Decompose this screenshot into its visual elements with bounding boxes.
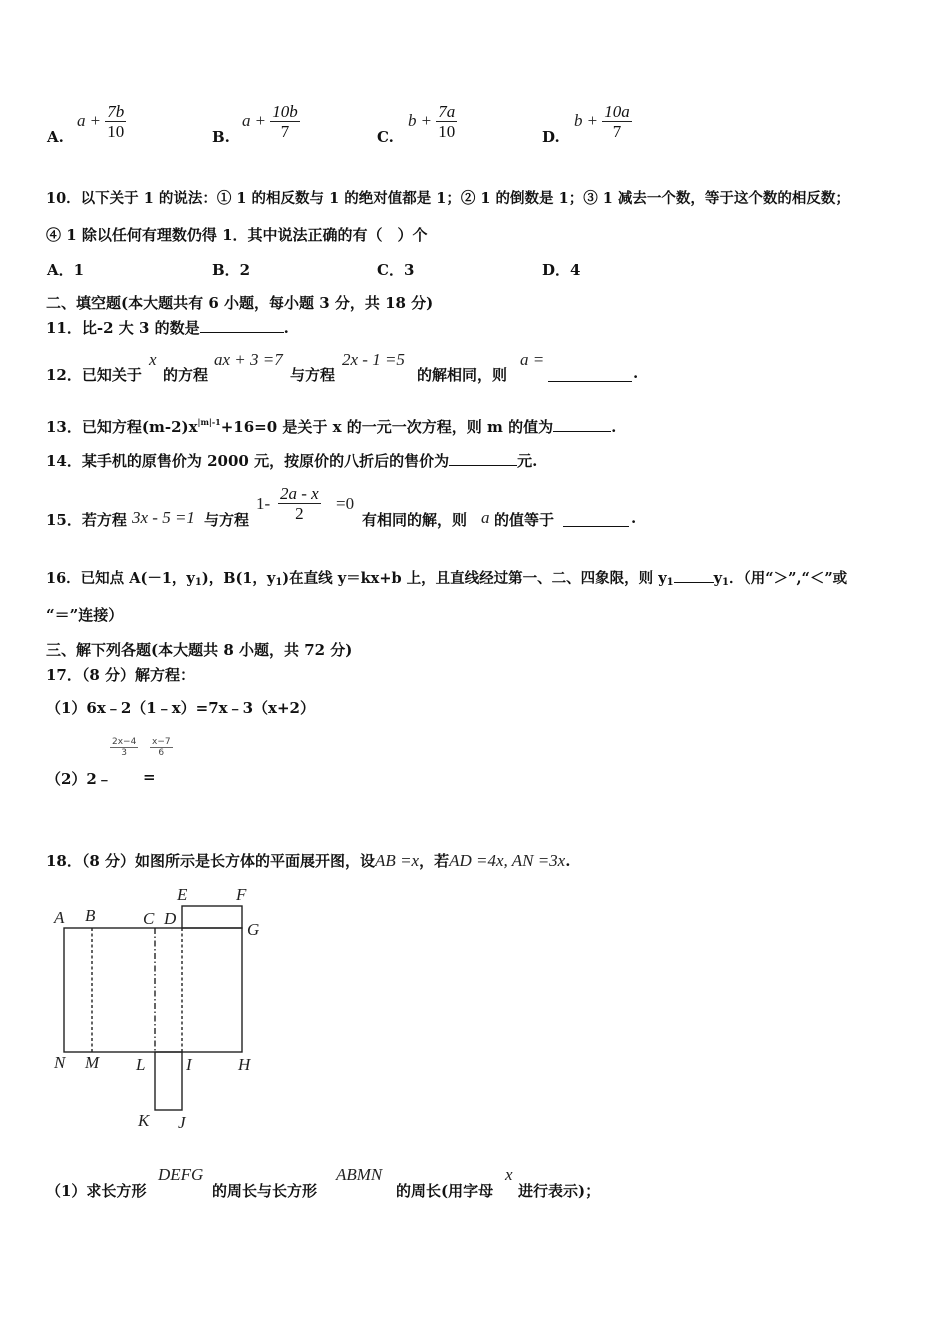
q10-line2: ④ 1 除以任何有理数仍得 1．其中说法正确的有（ ）个 (46, 226, 428, 244)
q9-option-d-letter: D. (542, 128, 560, 146)
q9-option-a-expr: a + $\frac{7b}{10}$ (77, 102, 125, 141)
label-I: I (186, 1055, 192, 1074)
q14: 14．某手机的原售价为 2000 元，按原价的八折后的售价为 元. (46, 452, 538, 470)
q11-answer-blank[interactable] (200, 331, 284, 333)
label-C: C (143, 909, 155, 928)
q10-option-c: C．3 (377, 261, 415, 279)
q9-option-d-expr: b + $\frac{10a}{7}$ (574, 102, 630, 141)
q9-option-d-fraction: $\frac{10a}{7}$ (604, 102, 630, 141)
q14-answer-blank[interactable] (449, 464, 517, 466)
q18-sub1: （1）求长方形 DEFG 的周长与长方形 ABMN 的周长(用字母 x 进行表示)； (46, 1165, 601, 1200)
net-main-rectangle (64, 928, 242, 1052)
section-3-heading: 三、解下列各题(本大题共 8 小题，共 72 分) (46, 641, 353, 659)
q15: 15．若方程 3x - 5 =1 与方程 1- $\frac{2a - x}{2}$ =0 有相同的解，则 a 的值等于 . (46, 484, 637, 529)
label-D: D (164, 909, 177, 928)
label-F: F (236, 885, 247, 904)
q16-line2: “＝”连接） (46, 606, 124, 624)
q16-line1: 16．已知点 A(－1，$y_1$)，B(1，$y_1$)在直线 y＝kx+b 上，且直线经过第一、二、四象限，则 $y_1$ $y_1$．（用“＞”,“＜”或 (46, 570, 848, 588)
cuboid-net-diagram (40, 878, 280, 1138)
q15-fraction: $\frac{2a - x}{2}$ (280, 484, 319, 523)
q17-title: 17．（8 分）解方程： (46, 666, 196, 684)
q16-answer-blank[interactable] (674, 581, 714, 583)
q17-part1: （1）6x﹣2（1﹣x）=7x﹣3（x+2） (46, 699, 315, 717)
q11: 11．比-2 大 3 的数是 . (46, 319, 289, 337)
label-G: G (247, 920, 260, 939)
q10-option-b: B．2 (212, 261, 251, 279)
label-H: H (238, 1055, 251, 1074)
q17-fraction-1: 2x−4 3 (112, 737, 137, 758)
label-L: L (136, 1055, 146, 1074)
label-N: N (54, 1053, 66, 1072)
q9-option-a-letter: A. (47, 128, 64, 146)
q9-option-b-expr: a + $\frac{10b}{7}$ (242, 102, 298, 141)
q13-answer-blank[interactable] (553, 430, 611, 432)
q9-option-b-fraction: $\frac{10b}{7}$ (272, 102, 298, 141)
label-J: J (178, 1113, 186, 1132)
q13: 13．已知方程$(m-2)x^{|m|-1}+16=0$ 是关于 x 的一元一次方程，则 m 的值为 . (46, 417, 617, 436)
q17-part2: （2）2﹣ (46, 770, 112, 788)
q15-answer-blank[interactable] (563, 525, 629, 527)
q9-option-c-expr: b + $\frac{7a}{10}$ (408, 102, 456, 141)
q10-option-a: A．1 (47, 261, 85, 279)
q18-prompt: 18．（8 分）如图所示是长方体的平面展开图，设AB =x，若AD =4x, AN =3x. (46, 851, 571, 870)
section-2-heading: 二、填空题(本大题共有 6 小题，每小题 3 分，共 18 分) (46, 294, 434, 312)
q17-equals: = (143, 768, 156, 786)
label-A: A (54, 908, 65, 927)
net-top-flap (182, 906, 242, 928)
net-bottom-flap (155, 1052, 182, 1110)
label-E: E (177, 885, 188, 904)
label-M: M (85, 1053, 100, 1072)
label-K: K (138, 1111, 150, 1130)
q9-option-b-letter: B. (212, 128, 230, 146)
q10-option-d: D．4 (542, 261, 581, 279)
q17-fraction-2: x−7 6 (152, 737, 171, 758)
q12-answer-blank[interactable] (548, 380, 632, 382)
label-B: B (85, 906, 96, 925)
q9-option-c-letter: C. (377, 128, 394, 146)
q9-option-c-fraction: $\frac{7a}{10}$ (438, 102, 456, 141)
q10-line1: 10．以下关于 1 的说法：① 1 的相反数与 1 的绝对值都是 1；② 1 的倒数是 1；③ 1 减去一个数，等于这个数的相反数； (46, 190, 850, 207)
q9-option-a-fraction: $\frac{7b}{10}$ (107, 102, 125, 141)
